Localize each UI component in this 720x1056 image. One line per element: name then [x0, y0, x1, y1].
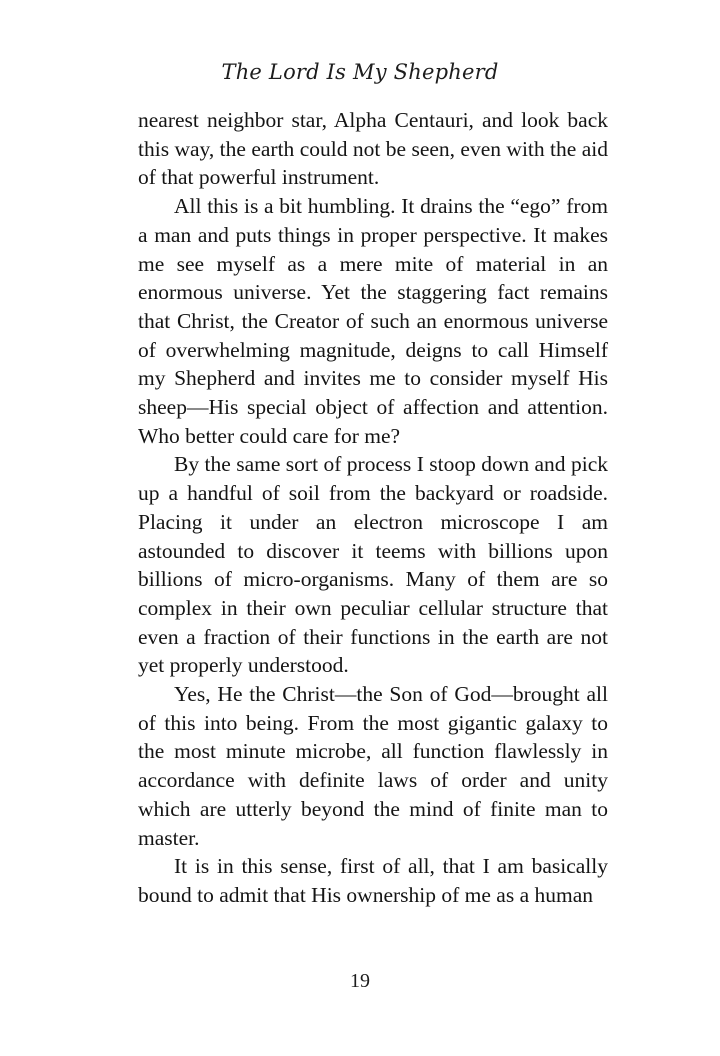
- paragraph: By the same sort of process I stoop down and pick up a handful of soil from the backyard or roadside. Placing it under an electron microscope I am astounded to discover it teems with billions upon billions of micro-organisms. Many of them are so complex in their own peculiar cellular structure that even a fraction of their functions in the earth are not yet properly understood.: [138, 452, 608, 678]
- paragraph: Yes, He the Christ—the Son of God—brought all of this into being. From the most gigantic galaxy to the most minute microbe, all function flawlessly in accordance with definite laws of order and unity which are utterly beyond the mind of finite man to master.: [138, 682, 608, 850]
- paragraph-continued: nearest neighbor star, Alpha Centauri, and look back this way, the earth could not be seen, even with the aid of that powerful instrument.: [138, 108, 608, 190]
- paragraph: All this is a bit humbling. It drains the “ego” from a man and puts things in proper perspective. It makes me see myself as a mere mite of material in an enormous universe. Yet the staggering fact remains that Christ, the Creator of such an enormous universe of overwhelming magnitude, deigns to call Himself my Shepherd and invites me to consider myself His sheep—His special object of affection and attention. Who better could care for me?: [138, 194, 608, 448]
- running-head: The Lord Is My Shepherd: [221, 60, 499, 84]
- paragraph: It is in this sense, first of all, that I am basically bound to admit that His ownership of me as a human: [138, 854, 608, 907]
- page-number: 19: [350, 970, 370, 992]
- body-text: [138, 106, 608, 910]
